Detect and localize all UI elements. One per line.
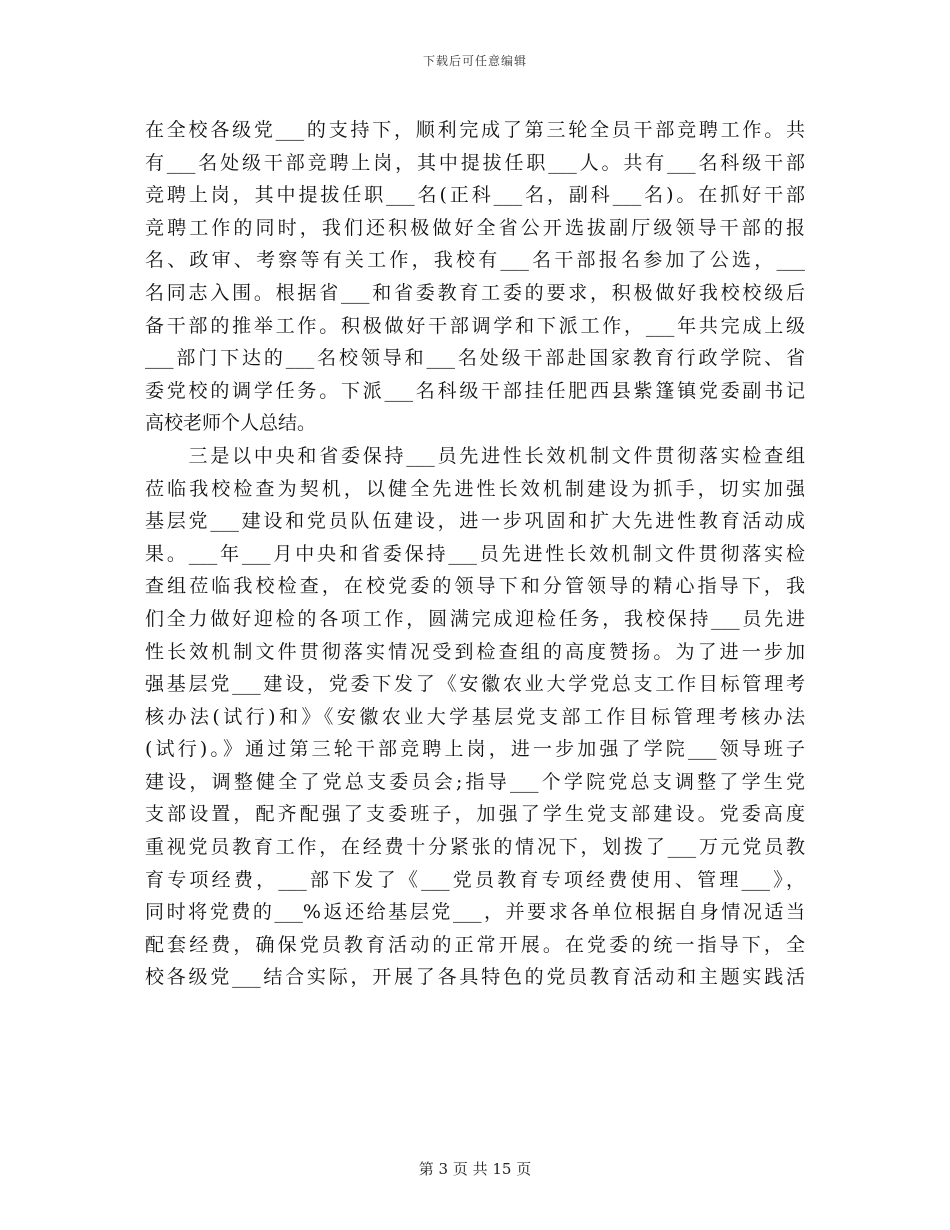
body-line: 三是以中央和省委保持___员先进性长效机制文件贯彻落实检查组: [145, 444, 805, 467]
body-line: 备干部的推举工作。积极做好干部调学和下派工作，___年共完成上级: [145, 314, 805, 337]
body-line: (试行)。》通过第三轮干部竞聘上岗，进一步加强了学院___领导班子: [145, 738, 805, 761]
body-line: 性长效机制文件贯彻落实情况受到检查组的高度赞扬。为了进一步加: [145, 640, 805, 663]
body-line: 果。___年___月中央和省委保持___员先进性长效机制文件贯彻落实检: [145, 542, 805, 565]
body-line: ___部门下达的___名校领导和___名处级干部赴国家教育行政学院、省: [145, 347, 805, 370]
document-body: [145, 114, 805, 994]
body-line: 竞聘工作的同时，我们还积极做好全省公开选拔副厅级领导干部的报: [145, 216, 805, 239]
body-line: 在全校各级党___的支持下，顺利完成了第三轮全员干部竞聘工作。共: [145, 119, 805, 141]
body-line: 有___名处级干部竞聘上岗，其中提拔任职___人。共有___名科级干部: [145, 151, 805, 174]
body-line: 校各级党___结合实际，开展了各具特色的党员教育活动和主题实践活: [145, 966, 805, 989]
body-line: 高校老师个人总结。: [145, 412, 317, 435]
body-line: 重视党员教育工作，在经费十分紧张的情况下，划拨了___万元党员教: [145, 836, 805, 859]
body-line: 支部设置，配齐配强了支委班子，加强了学生党支部建设。党委高度: [145, 803, 805, 826]
body-line: 同时将党费的___%返还给基层党___，并要求各单位根据自身情况适当: [145, 901, 805, 924]
body-line: 核办法(试行)和》《安徽农业大学基层党支部工作目标管理考核办法: [145, 705, 805, 728]
page-footer: 第 3 页 共 15 页: [418, 1160, 532, 1178]
body-line: 竞聘上岗，其中提拔任职___名(正科___名，副科___名)。在抓好干部: [145, 184, 805, 207]
body-line: 配套经费，确保党员教育活动的正常开展。在党委的统一指导下，全: [145, 933, 805, 956]
body-line: 建设，调整健全了党总支委员会;指导___个学院党总支调整了学生党: [145, 770, 805, 793]
body-line: 莅临我校检查为契机，以健全先进性长效机制建设为抓手，切实加强: [145, 477, 805, 500]
body-line: 名同志入围。根据省___和省委教育工委的要求，积极做好我校校级后: [145, 281, 805, 304]
body-line: 委党校的调学任务。下派___名科级干部挂任肥西县紫篷镇党委副书记: [145, 379, 805, 402]
body-line: 查组莅临我校检查，在校党委的领导下和分管领导的精心指导下，我: [145, 575, 805, 598]
page-header: 下载后可任意编辑: [422, 54, 527, 68]
body-line: 强基层党___建设，党委下发了《安徽农业大学党总支工作目标管理考: [145, 673, 805, 696]
body-line: 们全力做好迎检的各项工作，圆满完成迎检任务，我校保持___员先进: [145, 607, 805, 630]
body-line: 名、政审、考察等有关工作，我校有___名干部报名参加了公选，___: [145, 249, 805, 272]
body-line: 基层党___建设和党员队伍建设，进一步巩固和扩大先进性教育活动成: [145, 510, 805, 533]
body-line: 育专项经费，___部下发了《___党员教育专项经费使用、管理___》，: [145, 868, 805, 891]
